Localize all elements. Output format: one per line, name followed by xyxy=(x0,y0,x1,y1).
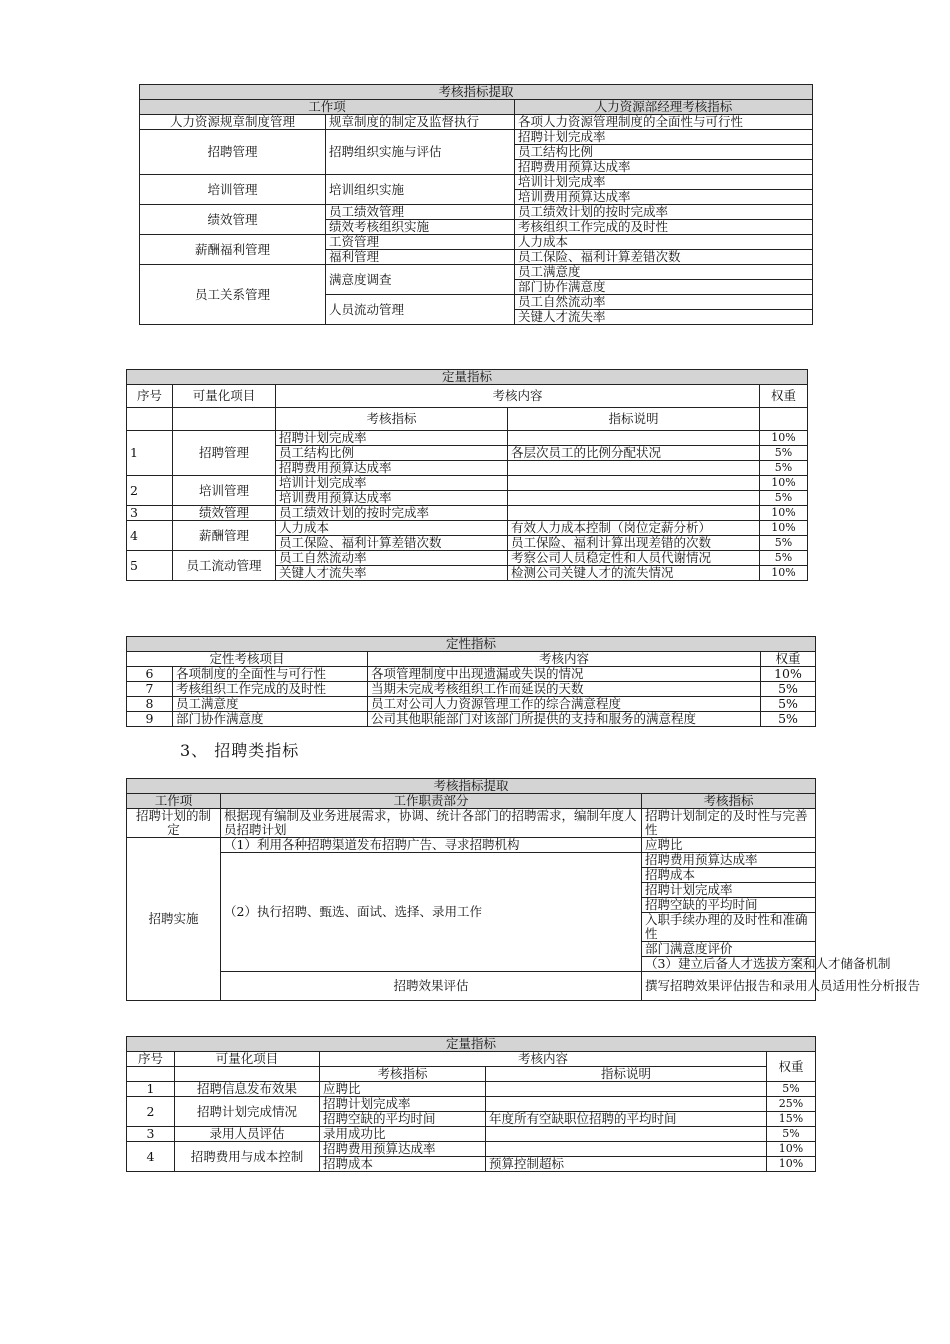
index-cell: 招聘计划制定的及时性与完善性 xyxy=(642,809,816,838)
desc-cell: 预算控制超标 xyxy=(486,1157,767,1172)
work-area: 薪酬福利管理 xyxy=(140,235,326,265)
content-cell: 公司其他职能部门对该部门所提供的支持和服务的满意程度 xyxy=(368,712,761,727)
row-item: 各项制度的全面性与可行性 xyxy=(173,667,368,682)
weight-cell: 5% xyxy=(760,551,808,566)
col-header: 权重 xyxy=(761,652,816,667)
weight-cell: 10% xyxy=(767,1157,816,1172)
col-header: 序号 xyxy=(127,1052,175,1067)
row-no: 2 xyxy=(127,476,173,506)
col-header: 人力资源部经理考核指标 xyxy=(515,100,813,115)
content-cell: 当期未完成考核组织工作而延误的天数 xyxy=(368,682,761,697)
row-item: 招聘信息发布效果 xyxy=(175,1082,320,1097)
weight-cell: 5% xyxy=(760,536,808,551)
index-cell: 入职手续办理的及时性和准确性 xyxy=(642,913,816,942)
index-cell: 招聘费用预算达成率 xyxy=(320,1142,486,1157)
desc-cell: 考察公司人员稳定性和人员代谢情况 xyxy=(508,551,760,566)
index-cell: 员工满意度 xyxy=(515,265,813,280)
col-header: 权重 xyxy=(767,1052,816,1082)
weight-cell: 15% xyxy=(767,1112,816,1127)
work-item: 福利管理 xyxy=(326,250,515,265)
index-cell: 培训费用预算达成率 xyxy=(276,491,508,506)
work-item: 绩效考核组织实施 xyxy=(326,220,515,235)
row-item: 员工流动管理 xyxy=(173,551,276,581)
recruitment-quantitative-table xyxy=(126,1036,816,1172)
col-header: 考核指标 xyxy=(276,408,508,431)
work-area: 员工关系管理 xyxy=(140,265,326,325)
index-cell: 关键人才流失率 xyxy=(276,566,508,581)
col-header: 考核内容 xyxy=(320,1052,767,1067)
weight-cell: 10% xyxy=(760,476,808,491)
desc-cell xyxy=(508,506,760,521)
index-cell: 员工自然流动率 xyxy=(515,295,813,310)
col-header: 考核指标 xyxy=(320,1067,486,1082)
row-item: 员工满意度 xyxy=(173,697,368,712)
work-area: 培训管理 xyxy=(140,175,326,205)
index-cell: 录用成功比 xyxy=(320,1127,486,1142)
quantitative-index-table xyxy=(126,369,808,581)
work-item: 规章制度的制定及监督执行 xyxy=(326,115,515,130)
row-no: 4 xyxy=(127,1142,175,1172)
empty-cell xyxy=(760,408,808,431)
index-cell: 人力成本 xyxy=(515,235,813,250)
index-cell: 部门满意度评价 xyxy=(642,942,816,957)
work-item: 招聘组织实施与评估 xyxy=(326,130,515,175)
weight-cell: 5% xyxy=(761,697,816,712)
row-item: 薪酬管理 xyxy=(173,521,276,551)
empty-cell xyxy=(173,408,276,431)
work-item: 培训组织实施 xyxy=(326,175,515,205)
index-cell: 招聘计划完成率 xyxy=(515,130,813,145)
index-cell: 人力成本 xyxy=(276,521,508,536)
row-no: 8 xyxy=(127,697,173,712)
weight-cell: 5% xyxy=(767,1082,816,1097)
desc-cell xyxy=(508,491,760,506)
index-cell: 员工结构比例 xyxy=(276,446,508,461)
index-cell: 应聘比 xyxy=(320,1082,486,1097)
weight-cell: 5% xyxy=(761,682,816,697)
weight-cell: 10% xyxy=(760,506,808,521)
row-no: 1 xyxy=(127,1082,175,1097)
col-header: 工作项 xyxy=(140,100,515,115)
col-header: 序号 xyxy=(127,385,173,408)
section-heading: 3、 招聘类指标 xyxy=(180,741,300,760)
index-cell: 培训费用预算达成率 xyxy=(515,190,813,205)
index-cell: 部门协作满意度 xyxy=(515,280,813,295)
row-item: 绩效管理 xyxy=(173,506,276,521)
work-item: 招聘效果评估 xyxy=(221,972,642,1001)
row-no: 2 xyxy=(127,1097,175,1127)
weight-cell: 10% xyxy=(761,667,816,682)
index-cell: 招聘计划完成率 xyxy=(276,431,508,446)
table-title: 考核指标提取 xyxy=(140,85,813,100)
index-cell: 招聘费用预算达成率 xyxy=(515,160,813,175)
index-cell: 员工自然流动率 xyxy=(276,551,508,566)
row-item: 考核组织工作完成的及时性 xyxy=(173,682,368,697)
index-cell: 招聘成本 xyxy=(642,868,816,883)
duty-cell: （3）建立后备人才选拔方案和人才储备机制 xyxy=(642,957,816,972)
col-header: 可量化项目 xyxy=(175,1052,320,1067)
index-cell: 招聘计划完成率 xyxy=(320,1097,486,1112)
index-cell: 招聘成本 xyxy=(320,1157,486,1172)
work-item: 招聘计划的制定 xyxy=(127,809,221,838)
weight-cell: 5% xyxy=(760,491,808,506)
index-cell: 招聘费用预算达成率 xyxy=(642,853,816,868)
index-cell: 员工绩效计划的按时完成率 xyxy=(515,205,813,220)
weight-cell: 10% xyxy=(760,431,808,446)
col-header: 工作项 xyxy=(127,794,221,809)
col-header: 可量化项目 xyxy=(173,385,276,408)
row-no: 1 xyxy=(127,431,173,476)
empty-cell xyxy=(127,1067,175,1082)
row-no: 4 xyxy=(127,521,173,551)
row-no: 7 xyxy=(127,682,173,697)
duty-cell: 根据现有编制及业务进展需求，协调、统计各部门的招聘需求，编制年度人员招聘计划 xyxy=(221,809,642,838)
col-header: 工作职责部分 xyxy=(221,794,642,809)
index-cell: 员工结构比例 xyxy=(515,145,813,160)
row-item: 录用人员评估 xyxy=(175,1127,320,1142)
table-title: 定量指标 xyxy=(127,1037,816,1052)
row-no: 3 xyxy=(127,1127,175,1142)
work-area: 人力资源规章制度管理 xyxy=(140,115,326,130)
work-item: 满意度调查 xyxy=(326,265,515,295)
row-no: 3 xyxy=(127,506,173,521)
work-item: 招聘实施 xyxy=(127,838,221,1001)
col-header: 定性考核项目 xyxy=(127,652,368,667)
col-header: 指标说明 xyxy=(508,408,760,431)
index-cell: 各项人力资源管理制度的全面性与可行性 xyxy=(515,115,813,130)
row-item: 培训管理 xyxy=(173,476,276,506)
empty-cell xyxy=(175,1067,320,1082)
duty-cell: （1）利用各种招聘渠道发布招聘广告、寻求招聘机构 xyxy=(221,838,642,853)
desc-cell: 有效人力成本控制（岗位定薪分析） xyxy=(508,521,760,536)
desc-cell xyxy=(486,1082,767,1097)
index-cell: 招聘费用预算达成率 xyxy=(276,461,508,476)
desc-cell xyxy=(486,1142,767,1157)
table-title: 定性指标 xyxy=(127,637,816,652)
row-no: 6 xyxy=(127,667,173,682)
col-header: 考核内容 xyxy=(276,385,760,408)
index-cell: 招聘空缺的平均时间 xyxy=(320,1112,486,1127)
work-item: 人员流动管理 xyxy=(326,295,515,325)
desc-cell xyxy=(486,1127,767,1142)
desc-cell: 年度所有空缺职位招聘的平均时间 xyxy=(486,1112,767,1127)
work-area: 招聘管理 xyxy=(140,130,326,175)
weight-cell: 25% xyxy=(767,1097,816,1112)
index-cell: 应聘比 xyxy=(642,838,816,853)
index-cell: 培训计划完成率 xyxy=(276,476,508,491)
weight-cell: 5% xyxy=(760,446,808,461)
desc-cell: 各层次员工的比例分配状况 xyxy=(508,446,760,461)
table-title: 考核指标提取 xyxy=(127,779,816,794)
row-item: 招聘费用与成本控制 xyxy=(175,1142,320,1172)
weight-cell: 5% xyxy=(767,1127,816,1142)
desc-cell xyxy=(508,431,760,446)
content-cell: 员工对公司人力资源管理工作的综合满意程度 xyxy=(368,697,761,712)
row-item: 招聘计划完成情况 xyxy=(175,1097,320,1127)
index-cell: 培训计划完成率 xyxy=(515,175,813,190)
index-cell: 招聘空缺的平均时间 xyxy=(642,898,816,913)
weight-cell: 5% xyxy=(761,712,816,727)
index-cell: 员工绩效计划的按时完成率 xyxy=(276,506,508,521)
weight-cell: 10% xyxy=(760,521,808,536)
table-title: 定量指标 xyxy=(127,370,808,385)
desc-cell xyxy=(486,1097,767,1112)
desc-cell: 员工保险、福利计算出现差错的次数 xyxy=(508,536,760,551)
col-header: 权重 xyxy=(760,385,808,408)
desc-cell xyxy=(508,476,760,491)
index-cell: 员工保险、福利计算差错次数 xyxy=(276,536,508,551)
recruitment-index-table xyxy=(126,778,921,1001)
qualitative-index-table xyxy=(126,636,816,727)
col-header: 指标说明 xyxy=(486,1067,767,1082)
weight-cell: 5% xyxy=(760,461,808,476)
index-cell: 招聘计划完成率 xyxy=(642,883,816,898)
desc-cell xyxy=(508,461,760,476)
index-cell: 考核组织工作完成的及时性 xyxy=(515,220,813,235)
col-header: 考核指标 xyxy=(642,794,816,809)
work-area: 绩效管理 xyxy=(140,205,326,235)
index-cell: 员工保险、福利计算差错次数 xyxy=(515,250,813,265)
duty-cell: 撰写招聘效果评估报告和录用人员适用性分析报告 xyxy=(642,972,816,1001)
weight-cell: 10% xyxy=(767,1142,816,1157)
weight-cell: 10% xyxy=(760,566,808,581)
row-no: 5 xyxy=(127,551,173,581)
col-header: 考核内容 xyxy=(368,652,761,667)
row-item: 部门协作满意度 xyxy=(173,712,368,727)
index-cell: 关键人才流失率 xyxy=(515,310,813,325)
work-item: 工资管理 xyxy=(326,235,515,250)
empty-cell xyxy=(127,408,173,431)
work-item: 员工绩效管理 xyxy=(326,205,515,220)
duty-cell: （2）执行招聘、甄选、面试、选择、录用工作 xyxy=(221,853,642,972)
row-no: 9 xyxy=(127,712,173,727)
desc-cell: 检测公司关键人才的流失情况 xyxy=(508,566,760,581)
hr-manager-index-table xyxy=(139,84,813,325)
content-cell: 各项管理制度中出现遗漏或失误的情况 xyxy=(368,667,761,682)
row-item: 招聘管理 xyxy=(173,431,276,476)
